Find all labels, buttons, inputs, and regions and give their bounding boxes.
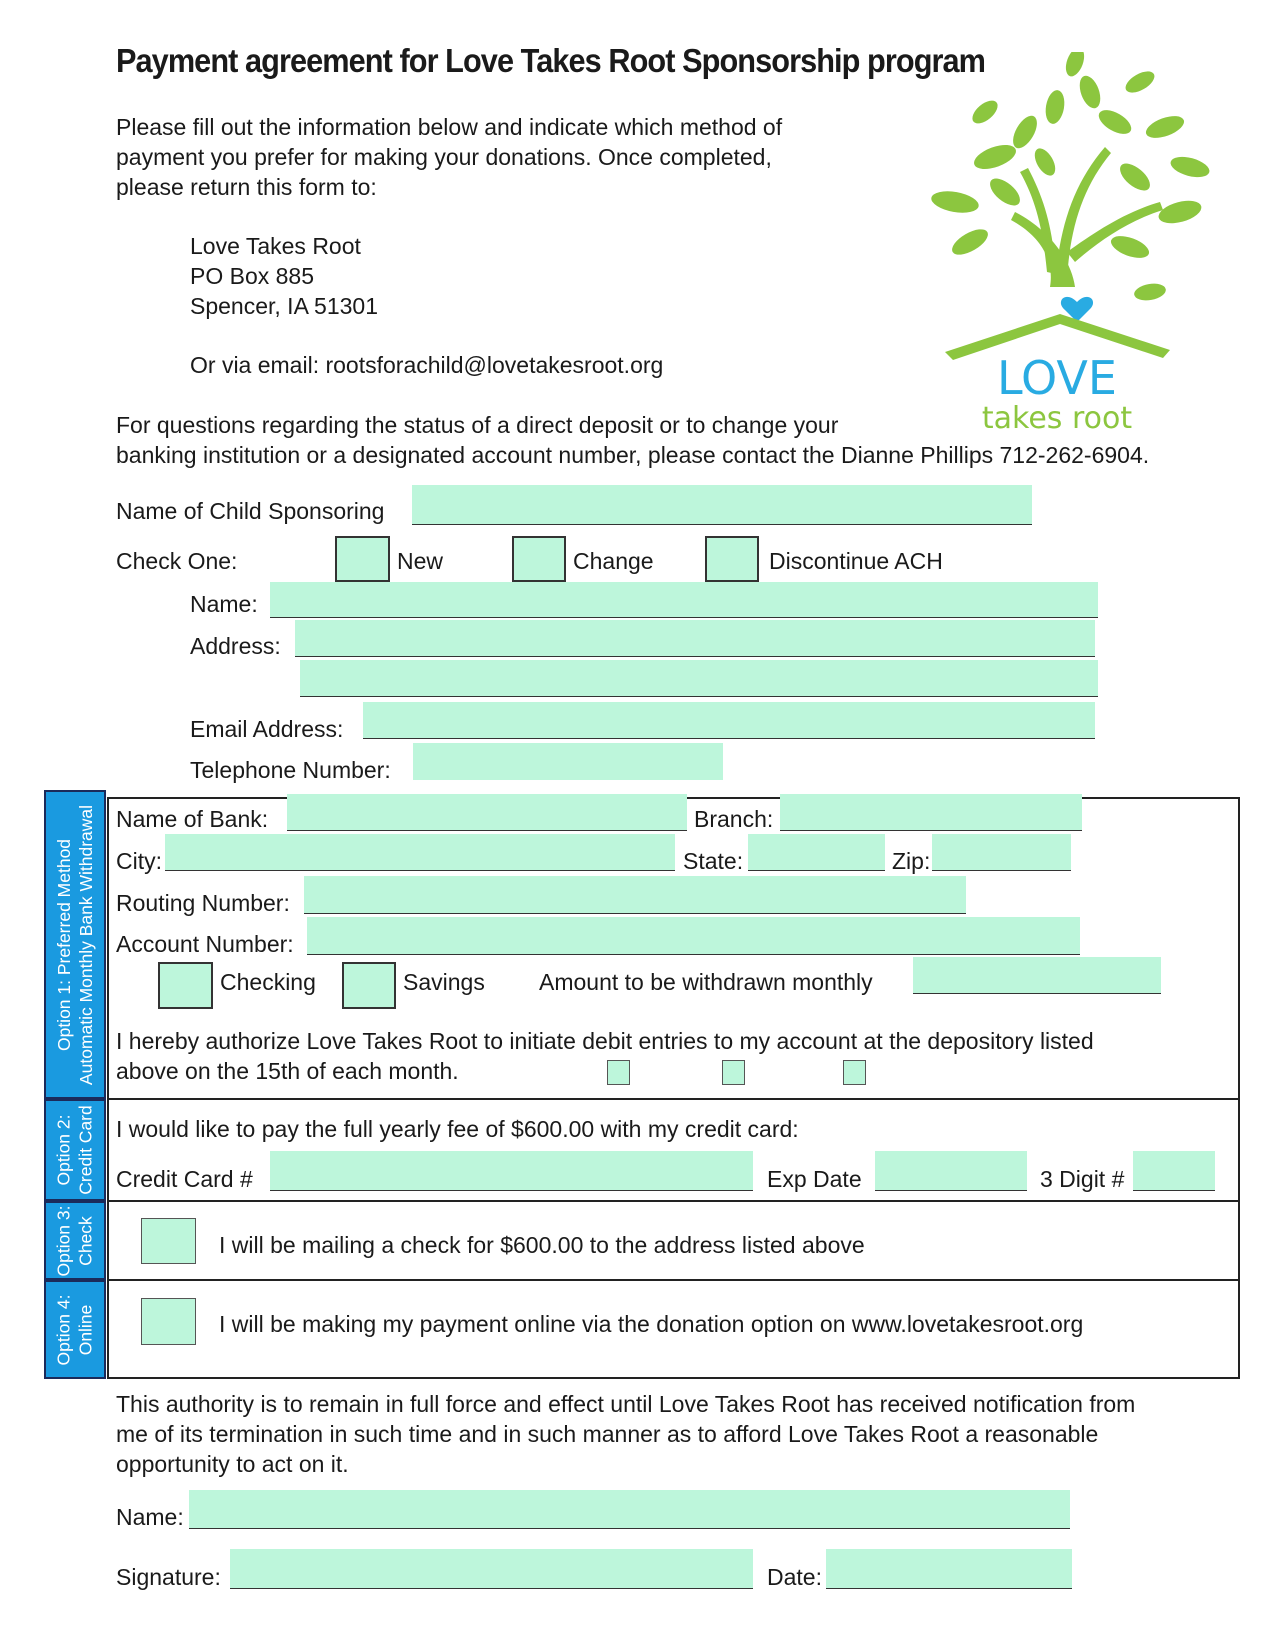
credit-card-number-field[interactable] bbox=[270, 1151, 753, 1191]
option3-tab-title: Option 3: bbox=[54, 1204, 74, 1277]
option1-tab bbox=[44, 790, 106, 1099]
signoff-name-field[interactable] bbox=[189, 1490, 1070, 1529]
routing-number-label: Routing Number: bbox=[116, 890, 290, 916]
address-city: Spencer, IA 51301 bbox=[190, 293, 378, 319]
savings-checkbox[interactable] bbox=[342, 962, 396, 1009]
divider bbox=[107, 1279, 1240, 1281]
divider bbox=[107, 1200, 1240, 1202]
bank-name-label: Name of Bank: bbox=[116, 806, 269, 832]
city-field[interactable] bbox=[165, 834, 675, 871]
questions-text: banking institution or a designated account number, please contact the Dianne Phillips 712-262-6904. bbox=[116, 442, 1150, 468]
email-address-label: Email Address: bbox=[190, 716, 344, 742]
address-po-box: PO Box 885 bbox=[190, 263, 315, 289]
option2-tab-title: Option 2: bbox=[54, 1114, 75, 1186]
child-sponsoring-label: Name of Child Sponsoring bbox=[116, 498, 385, 524]
check-one-label: Check One: bbox=[116, 548, 238, 574]
zip-field[interactable] bbox=[932, 834, 1071, 871]
mail-check-checkbox[interactable] bbox=[141, 1218, 196, 1264]
exp-date-label: Exp Date bbox=[767, 1166, 862, 1192]
checking-checkbox[interactable] bbox=[158, 962, 213, 1009]
amount-monthly-label: Amount to be withdrawn monthly bbox=[539, 969, 873, 995]
pay-online-text: I will be making my payment online via the donation option on www.lovetakesroot.org bbox=[219, 1311, 1084, 1337]
address-org: Love Takes Root bbox=[190, 233, 361, 259]
security-code-field[interactable] bbox=[1133, 1151, 1215, 1191]
intro-text: please return this form to: bbox=[116, 174, 377, 200]
address-field-line2[interactable] bbox=[300, 660, 1098, 697]
branch-label: Branch: bbox=[694, 806, 774, 832]
authorization-checkbox-1[interactable] bbox=[607, 1060, 630, 1085]
state-label: State: bbox=[683, 848, 744, 874]
authority-text: me of its termination in such time and in such manner as to afford Love Takes Root a reasonable bbox=[116, 1421, 1099, 1447]
intro-text: payment you prefer for making your donations. Once completed, bbox=[116, 144, 772, 170]
security-code-label: 3 Digit # bbox=[1040, 1166, 1125, 1192]
authority-text: This authority is to remain in full force and effect until Love Takes Root has received notification from bbox=[116, 1391, 1136, 1417]
savings-label: Savings bbox=[403, 969, 485, 995]
account-number-label: Account Number: bbox=[116, 931, 294, 957]
name-field[interactable] bbox=[270, 582, 1098, 618]
city-label: City: bbox=[116, 848, 162, 874]
option3-tab bbox=[44, 1201, 106, 1280]
amount-monthly-field[interactable] bbox=[913, 957, 1161, 994]
option4-tab-subtitle: Online bbox=[76, 1304, 96, 1355]
option4-tab bbox=[44, 1280, 106, 1379]
new-checkbox[interactable] bbox=[335, 536, 390, 582]
routing-number-field[interactable] bbox=[304, 876, 966, 914]
discontinue-ach-label: Discontinue ACH bbox=[769, 548, 943, 574]
bank-name-field[interactable] bbox=[287, 794, 687, 831]
questions-text: For questions regarding the status of a direct deposit or to change your bbox=[116, 412, 839, 438]
authorization-text: I hereby authorize Love Takes Root to initiate debit entries to my account at the depository listed bbox=[116, 1028, 1094, 1054]
signature-field[interactable] bbox=[230, 1549, 753, 1589]
option2-tab bbox=[44, 1099, 106, 1201]
mail-check-text: I will be mailing a check for $600.00 to the address listed above bbox=[219, 1232, 865, 1258]
address-email: Or via email: rootsforachild@lovetakesroot.org bbox=[190, 352, 664, 378]
account-number-field[interactable] bbox=[307, 917, 1080, 955]
option4-tab-title: Option 4: bbox=[54, 1293, 74, 1366]
divider bbox=[107, 1098, 1240, 1100]
new-label: New bbox=[397, 548, 444, 574]
change-label: Change bbox=[573, 548, 654, 574]
telephone-label: Telephone Number: bbox=[190, 757, 391, 783]
logo-word-takes-root: takes root bbox=[981, 401, 1133, 436]
change-checkbox[interactable] bbox=[512, 536, 566, 582]
page-title: Payment agreement for Love Takes Root Sponsorship program bbox=[116, 42, 986, 79]
option3-tab-subtitle: Check bbox=[76, 1215, 96, 1266]
exp-date-field[interactable] bbox=[875, 1151, 1027, 1191]
name-label: Name: bbox=[190, 591, 258, 617]
child-sponsoring-field[interactable] bbox=[412, 485, 1032, 525]
telephone-field[interactable] bbox=[413, 743, 723, 780]
address-label: Address: bbox=[190, 633, 281, 659]
email-address-field[interactable] bbox=[363, 702, 1095, 739]
state-field[interactable] bbox=[748, 834, 885, 871]
option2-tab-subtitle: Credit Card bbox=[76, 1105, 97, 1195]
signature-label: Signature: bbox=[116, 1564, 221, 1590]
authorization-checkbox-3[interactable] bbox=[843, 1060, 866, 1085]
signoff-name-label: Name: bbox=[116, 1504, 184, 1530]
love-takes-root-logo bbox=[925, 52, 1225, 447]
authorization-checkbox-2[interactable] bbox=[722, 1060, 745, 1085]
option1-tab-title: Option 1: Preferred Method bbox=[54, 838, 74, 1051]
option1-tab-subtitle: Automatic Monthly Bank Withdrawal bbox=[76, 804, 96, 1085]
branch-field[interactable] bbox=[780, 794, 1082, 831]
logo-word-love: LOVE bbox=[997, 351, 1117, 405]
authorization-text: above on the 15th of each month. bbox=[116, 1058, 459, 1084]
authority-text: opportunity to act on it. bbox=[116, 1451, 349, 1477]
discontinue-ach-checkbox[interactable] bbox=[705, 536, 759, 582]
checking-label: Checking bbox=[220, 969, 316, 995]
credit-card-text: I would like to pay the full yearly fee of $600.00 with my credit card: bbox=[116, 1116, 799, 1142]
zip-label: Zip: bbox=[892, 848, 931, 874]
address-field-line1[interactable] bbox=[295, 620, 1095, 657]
intro-text: Please fill out the information below and indicate which method of bbox=[116, 114, 783, 140]
credit-card-number-label: Credit Card # bbox=[116, 1166, 253, 1192]
date-label: Date: bbox=[767, 1564, 822, 1590]
date-field[interactable] bbox=[826, 1549, 1072, 1589]
pay-online-checkbox[interactable] bbox=[141, 1298, 196, 1345]
